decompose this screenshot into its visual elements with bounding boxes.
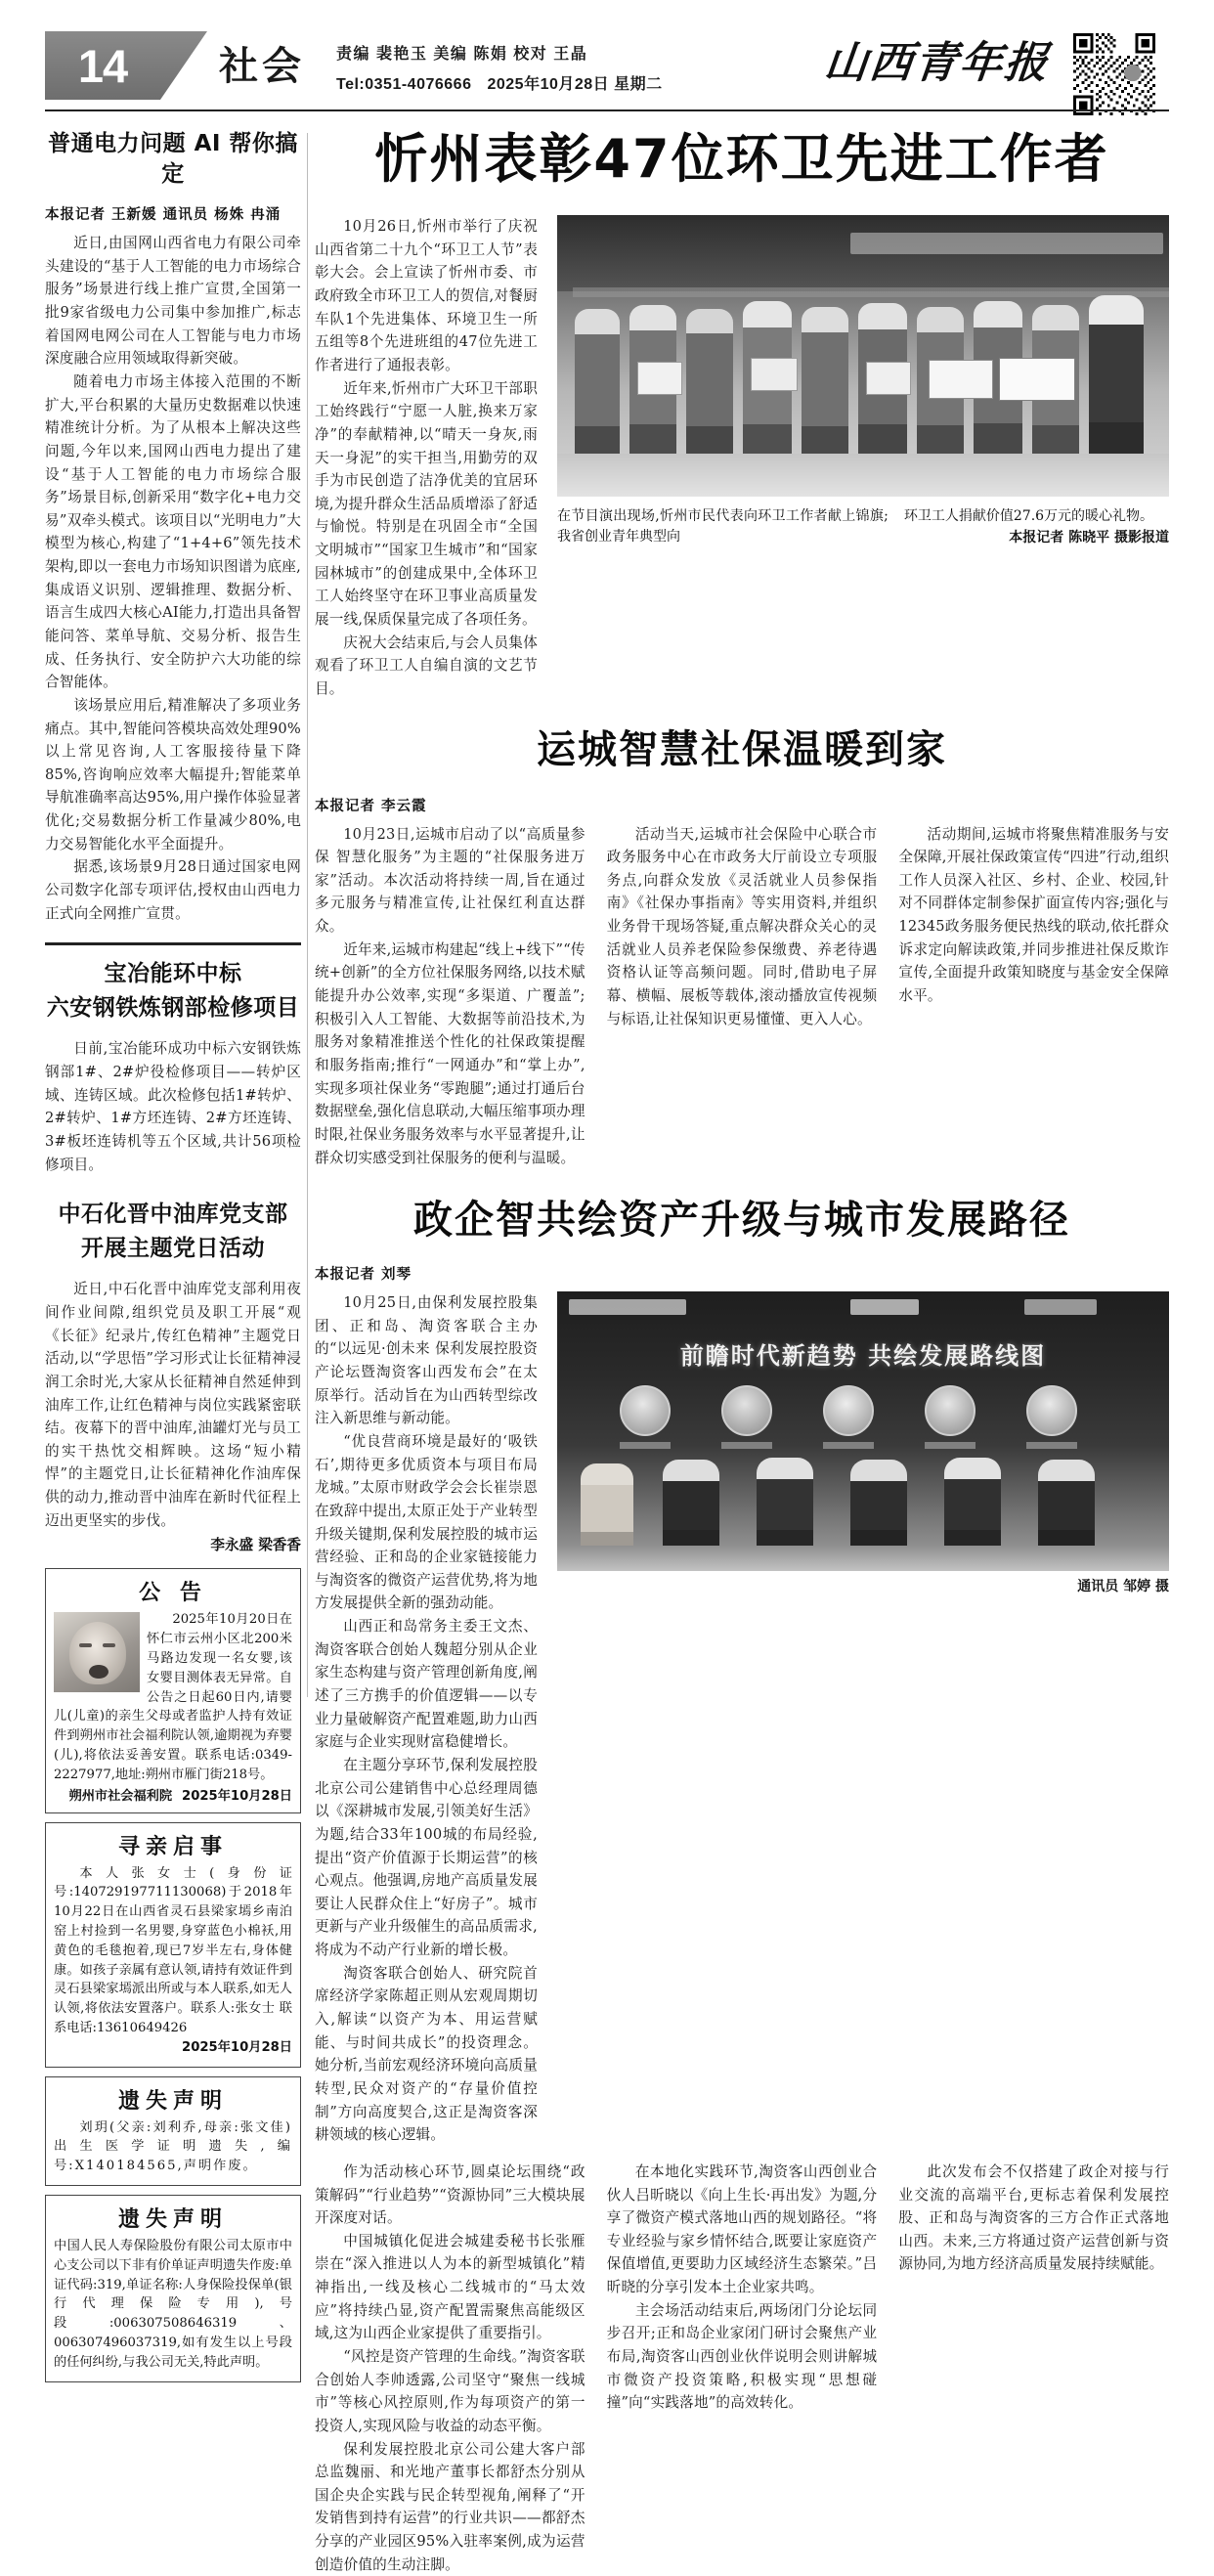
article3-lower-col-1: [315, 2161, 585, 2576]
article1-headline: 普通电力问题 AI 帮你搞定: [48, 131, 298, 188]
notice2-title: 寻亲启事: [117, 1834, 228, 1859]
stage-banner-text: 前瞻时代新趋势 共绘发展路线图: [679, 1341, 1047, 1370]
article3-para-7: “风控是资产管理的生命线。”淘资客联合创始人李帅透露,公司坚守“聚焦一线城市”等核心风控原则,作为每项资产的第一投资人,实现风险与收益的动态平衡。: [315, 2347, 585, 2434]
article2-para-2: 活动当天,运城市社会保险中心联合市政务服务中心在市政务大厅前设立专项服务点,向群众发放《灵活就业人员参保指南》《社保办事指南》等实用资料,并组织业务骨干现场答疑,重点解决群众关心的灵活就业人员养老保险参保缴费、养老待遇资格认证等高频问题。同时,借助电子屏幕、横幅、展板等载体,滚动播放宣传视频与标语,让社保知识更易懂懂、更入人心。: [606, 825, 878, 1027]
article3-para-4: 淘资客联合创始人、研究院首席经济学家陈超正则从宏观周期切入,解读“以资产为本、用运营赋能、与时间共成长”的投资理念。她分析,当前宏观经济环境向高质量转型,民众对资产的“存量价值控制”方向高度契合,这正是淘资客深耕领域的核心逻辑。: [315, 1964, 538, 2144]
article3-headline-line2: 开展主题党日活动: [81, 1236, 265, 1262]
notice-box-xunqin: [45, 1822, 301, 2068]
notice-box-yishi-1: [45, 2076, 301, 2186]
article2-main-headline: 运城智慧社保温暖到家: [537, 726, 947, 772]
lead-text-column: [315, 215, 538, 700]
article3-headline-line1: 中石化晋中油库党支部: [58, 1201, 288, 1228]
notice4-title: 遗失声明: [117, 2206, 228, 2232]
section-divider-1: [45, 942, 301, 945]
article3-main-byline: 本报记者 刘琴: [315, 1267, 412, 1284]
article2-headline-line2: 六安钢铁炼钢部检修项目: [46, 995, 300, 1022]
notice2-body: 本人张女士(身份证号:140729197711130068)于2018年10月22日在山西省灵石县梁家墕乡南泊窑上村捡到一名男婴,身穿蓝色小棉袄,用黄色的毛毯抱着,现已7岁半左右,身体健康。如孩子亲属有意认领,请持有效证件到灵石县梁家墕派出所或与本人联系,如无人认领,将依法安置落户。联系人:张女士 联系电话:13610649426: [54, 1865, 292, 2035]
article3-photo-block: [557, 1291, 1169, 2147]
editors-line: 责编 裴艳玉 美编 陈娟 校对 王晶: [336, 46, 588, 63]
article1-byline: 本报记者 王新媛 通讯员 杨姝 冉涌: [45, 207, 282, 224]
article3-signature: 李永盛 梁香香: [210, 1537, 301, 1554]
article3-main-headline: 政企智共绘资产升级与城市发展路径: [413, 1198, 1070, 1244]
notice1-title: 公 告: [139, 1581, 207, 1606]
ceremony-photo: [557, 215, 1169, 497]
baby-eye-left: [79, 1643, 92, 1647]
page-number: 14: [77, 39, 128, 92]
lead-para-0: 10月26日,忻州市举行了庆祝山西省第二十九个“环卫工人节”表彰大会。会上宣读了忻州市委、市政府致全市环卫工人的贺信,对餐厨车队1个先进集体、环境卫生一所五组等8个先进班组的47位先进工作者进行了通报表彰。: [315, 218, 538, 373]
article3-para-3: 在主题分享环节,保利发展控股北京公司公建销售中心总经理周德以《深耕城市发展,引领美好生活》为题,结合33年100城的布局经验,提出“资产价值源于长期运营”的核心观点。他强调,房地产高质量发展要让人民群众住上“好房子”。城市更新与产业升级催生的高品质需求,将成为不动产行业新的增长极。: [315, 1756, 538, 1959]
article3-para-6: 中国城镇化促进会城建委秘书长张雁崇在“深入推进以人为本的新型城镇化”精神指出,一线及核心二线城市的“马太效应”将持续凸显,资产配置需聚焦高能级区域,这为山西企业家提供了重要指引。: [315, 2232, 585, 2342]
notice3-title: 遗失声明: [117, 2088, 228, 2114]
phone-text: Tel:0351-4076666: [336, 76, 472, 93]
article1-para-3: 据悉,该场景9月28日通过国家电网公司数字化部专项评估,授权由山西电力正式向全网推广宣贯。: [45, 858, 301, 922]
article3-lower-col-2: [607, 2161, 878, 2576]
article2-main-byline: 本报记者 李云霞: [315, 798, 427, 814]
article3-lower-columns: [315, 2161, 1169, 2576]
lead-para-1: 近年来,忻州市广大环卫干部职工始终践行“宁愿一人脏,换来万家净”的奉献精神,以“晴天一身灰,雨天一身泥”的实干担当,用勤劳的双手为市民创造了洁净优美的宜居环境,为提升群众生活品质增添了舒适与愉悦。特别是在巩固全市“全国文明城市”“国家卫生城市”和“国家园林城市”的创建成果中,全体环卫工人始终坚守在环卫事业高质量发展一线,保质保量完成了各项任务。: [315, 379, 538, 628]
notice1-body: 2025年10月20日在怀仁市云州小区北200米马路边发现一名女婴,该女婴目测体表无异常。自公告之日起60日内,请婴儿(儿童)的亲生父母或者监护人持有效证件到朔州市社会福利院认领,逾期视为弃婴(儿),将依法妥善安置。联系电话:0349-2227977,地址:朔州市雁门街218号。: [54, 1612, 292, 1782]
notice4-body: 中国人民人寿保险股份有限公司太原市中心支公司以下非有价单证声明遗失作废:单证代码:319,单证名称:人身保险投保单(银行代理保险专用),号段:006307508646319、006307496037319,如有发生以上号段的任何纠纷,与我公司无关,特此声明。: [54, 2238, 292, 2370]
article2-para-0: 10月23日,运城市启动了以“高质量参保 智慧化服务”为主题的“社保服务进万家”活动。本次活动将持续一周,旨在通过多元服务与精准宣传,让社保红利直达群众。: [315, 825, 585, 936]
masthead-divider: [45, 109, 1169, 111]
article3-para-10: 主会场活动结束后,两场闭门分论坛同步召开;正和岛企业家闭门研讨会聚焦产业布局,淘资客山西创业伙伴说明会则讲解城市微资产投资策略,积极实现“思想碰撞”向“实践落地”的高效转化。: [606, 2301, 878, 2412]
left-column: [45, 129, 301, 2370]
notice-box-gonggao: [45, 1568, 301, 1812]
folio-triangle: [160, 31, 207, 100]
article3-para-11: 此次发布会不仅搭建了政企对接与行业交流的高端平台,更标志着保利发展控股、正和岛与淘资客的三方合作正式落地山西。未来,三方将通过资产运营创新与资源协同,为地方经济高质量发展持续赋能。: [898, 2162, 1170, 2273]
article2-para-3: 活动期间,运城市将聚焦精准服务与安全保障,开展社保政策宣传“四进”行动,组织工作人员深入社区、乡村、企业、校园,针对不同群体定制参保扩面宣传内容;强化与12345政务服务便民热线的联动,依托群众诉求定向解读政策,并同步推进社保反欺诈宣传,全面提升政策知晓度与基金安全保障水平。: [898, 825, 1170, 1005]
main-content-area: [315, 129, 1169, 2576]
article3-para-9: 在本地化实践环节,淘资客山西创业合伙人吕昕晓以《向上生长·再出发》为题,分享了微资产模式落地山西的规划路径。“将专业经验与家乡情怀结合,既要让家庭资产保值增值,更要助力区域经济生态繁荣。”吕昕晓的分享引发本土企业家共鸣。: [606, 2162, 878, 2296]
lead-photo1-caption: 在节目演出现场,忻州市民代表向环卫工作者献上锦旗;我省创业青年典型向: [557, 508, 889, 546]
article1-para-2: 该场景应用后,精准解决了多项业务痛点。其中,智能问答模块高效处理90%以上常见咨询,人工客服接待量下降85%,咨询响应效率大幅提升;智能菜单导航准确率高达95%,用户操作体验显著优化;交易数据分析工作量减少80%,电力交易智能化水平全面提升。: [45, 696, 301, 852]
article3-para-1: “优良营商环境是最好的‘吸铁石’,期待更多优质资本与项目布局龙城。”太原市财政学会会长崔崇恩在致辞中提出,太原正处于产业转型升级关键期,保利发展控股的城市运营经验、正和岛的企业家链接能力与淘资客的微资产运营优势,将为地方发展提供全新的强劲动能。: [315, 1433, 538, 1612]
article2-col-2: [607, 823, 878, 1170]
article3-col-1: [315, 1291, 538, 2147]
folio-block: [45, 31, 201, 100]
lead-photo-credit: 本报记者 陈晓平 摄影报道: [1009, 530, 1169, 546]
notice2-date: 2025年10月28日: [182, 2039, 292, 2055]
notice-box-yishi-2: [45, 2195, 301, 2382]
date-text: 2025年10月28日 星期二: [487, 76, 663, 93]
notice1-date: 2025年10月28日: [182, 1788, 292, 1804]
contact-date-line: [336, 71, 663, 94]
lead-para-2: 庆祝大会结束后,与会人员集体观看了环卫工人自编自演的文艺节目。: [315, 633, 538, 697]
lead-photo2-caption: 环卫工人捐献价值27.6万元的暖心礼物。: [903, 508, 1154, 525]
lead-headline: 忻州表彰47位环卫先进工作者: [374, 128, 1109, 190]
section-title: 社会: [219, 43, 305, 89]
article1-para-1: 随着电力市场主体接入范围的不断扩大,平台积累的大量历史数据难以快速精准统计分析。为了从根本上解决这些问题,今年以来,国网山西电力提出了建设“基于人工智能的电力市场综合服务”场景目标,创新采用“数字化+电力交易”双牵头模式。该项目以“光明电力”大模型为核心,构建了“1+4+6”领先技术架构,即以一套电力市场知识图谱为底座,集成语义识别、逻辑推理、数据分析、语言生成四大核心AI能力,打造出具备智能问答、菜单导航、交易分析、报告生成、任务执行、安全防护六大功能的综合智能体。: [45, 372, 301, 691]
lead-photo-block: [557, 215, 1169, 700]
article2-para-1: 近年来,运城市构建起“线上+线下”“传统+创新”的全方位社保服务网络,以技术赋能提升办公效率,实现“多渠道、广覆盖”;积极引入人工智能、大数据等前沿技术,为服务对象精准推送个性化的社保政策提醒和服务指南;推行“一网通办”和“掌上办”,实现多项社保业务“零跑腿”;通过打通后台数据壁垒,强化信息联动,大幅压缩事项办理时限,社保业务服务效率与水平显著提升,让群众切实感受到社保服务的便利与温暖。: [315, 940, 585, 1166]
article3-para-2: 山西正和岛常务主委王文杰、淘资客联合创始人魏超分别从企业家生态构建与资产管理创新角度,阐述了三方携手的价值逻辑——以专业力量破解资产配置难题,助力山西家庭与企业实现财富稳健增长。: [315, 1618, 538, 1751]
masthead: [45, 31, 1169, 102]
notice1-footer: [54, 1785, 292, 1804]
masthead-meta: [336, 41, 663, 94]
baby-photo: [54, 1612, 140, 1692]
notice1-signer: 朔州市社会福利院: [68, 1788, 173, 1804]
article3-para-5: 作为活动核心环节,圆桌论坛围绕“政策解码”“行业趋势”“资源协同”三大模块展开深度对话。: [315, 2162, 585, 2227]
article2-para-0: 日前,宝冶能环成功中标六安钢铁炼钢部1#、2#炉役检修项目——转炉区域、连铸区域。此次检修包括1#转炉、2#转炉、1#方坯连铸、2#方坯连铸、3#板坯连铸机等五个区域,共计56项检修项目。: [45, 1040, 301, 1173]
baby-eye-right: [103, 1643, 115, 1647]
article3-para-8: 保利发展控股北京公司公建大客户部总监魏丽、和光地产董事长都舒杰分别从国企央企实践与民企转型视角,阐释了“开发销售到持有运营”的行业共识——都舒杰分享的产业园区95%入驻率案例,成为运营创造价值的生动注脚。: [315, 2440, 585, 2573]
article2-col-1: [315, 823, 585, 1170]
notice3-body: 刘玥(父亲:刘利乔,母亲:张文佳)出生医学证明遗失,编号:X140184565,声明作废。: [54, 2119, 292, 2174]
article1-para-0: 近日,由国网山西省电力有限公司牵头建设的“基于人工智能的电力市场综合服务”场景进行线上推广宣贯,全国第一批9家省级电力公司集中参加推广,标志着国网电网公司在人工智能与电力市场深度融合应用领域取得新突破。: [45, 235, 301, 368]
qr-code-icon[interactable]: [1073, 33, 1155, 115]
article3-para-0: 10月25日,由保利发展控股集团、正和岛、淘资客联合主办的“以远见·创未来 保利发展控股资产论坛暨淘资客山西发布会”在太原举行。活动旨在为山西转型综改注入新思维与新动能。: [315, 1294, 538, 1427]
article3-para-0: 近日,中石化晋中油库党支部利用夜间作业间隙,组织党员及职工开展“观《长征》纪录片,传红色精神”主题党日活动,以“学思悟”学习形式让长征精神浸润工余时光,大家从长征精神自然延伸到油库工作,让红色精神与岗位实践紧密联结。夜幕下的晋中油库,油罐灯光与员工的实干热忱交相辉映。这场“短小精悍”的主题党日,让长征精神化作油库保供的动力,推动晋中油库在新时代征程上迈出更坚实的步伐。: [45, 1281, 301, 1529]
article2-headline-line1: 宝冶能环中标: [104, 961, 242, 987]
article2-columns: [315, 823, 1169, 1170]
newspaper-nameplate: 山西青年报: [821, 38, 1053, 88]
forum-photo: [557, 1291, 1169, 1571]
article3-photo-credit: 通讯员 邹婷 摄: [1077, 1579, 1169, 1595]
article3-lower-col-3: [898, 2161, 1169, 2576]
column-divider: [307, 133, 308, 1697]
article2-col-3: [898, 823, 1169, 1170]
